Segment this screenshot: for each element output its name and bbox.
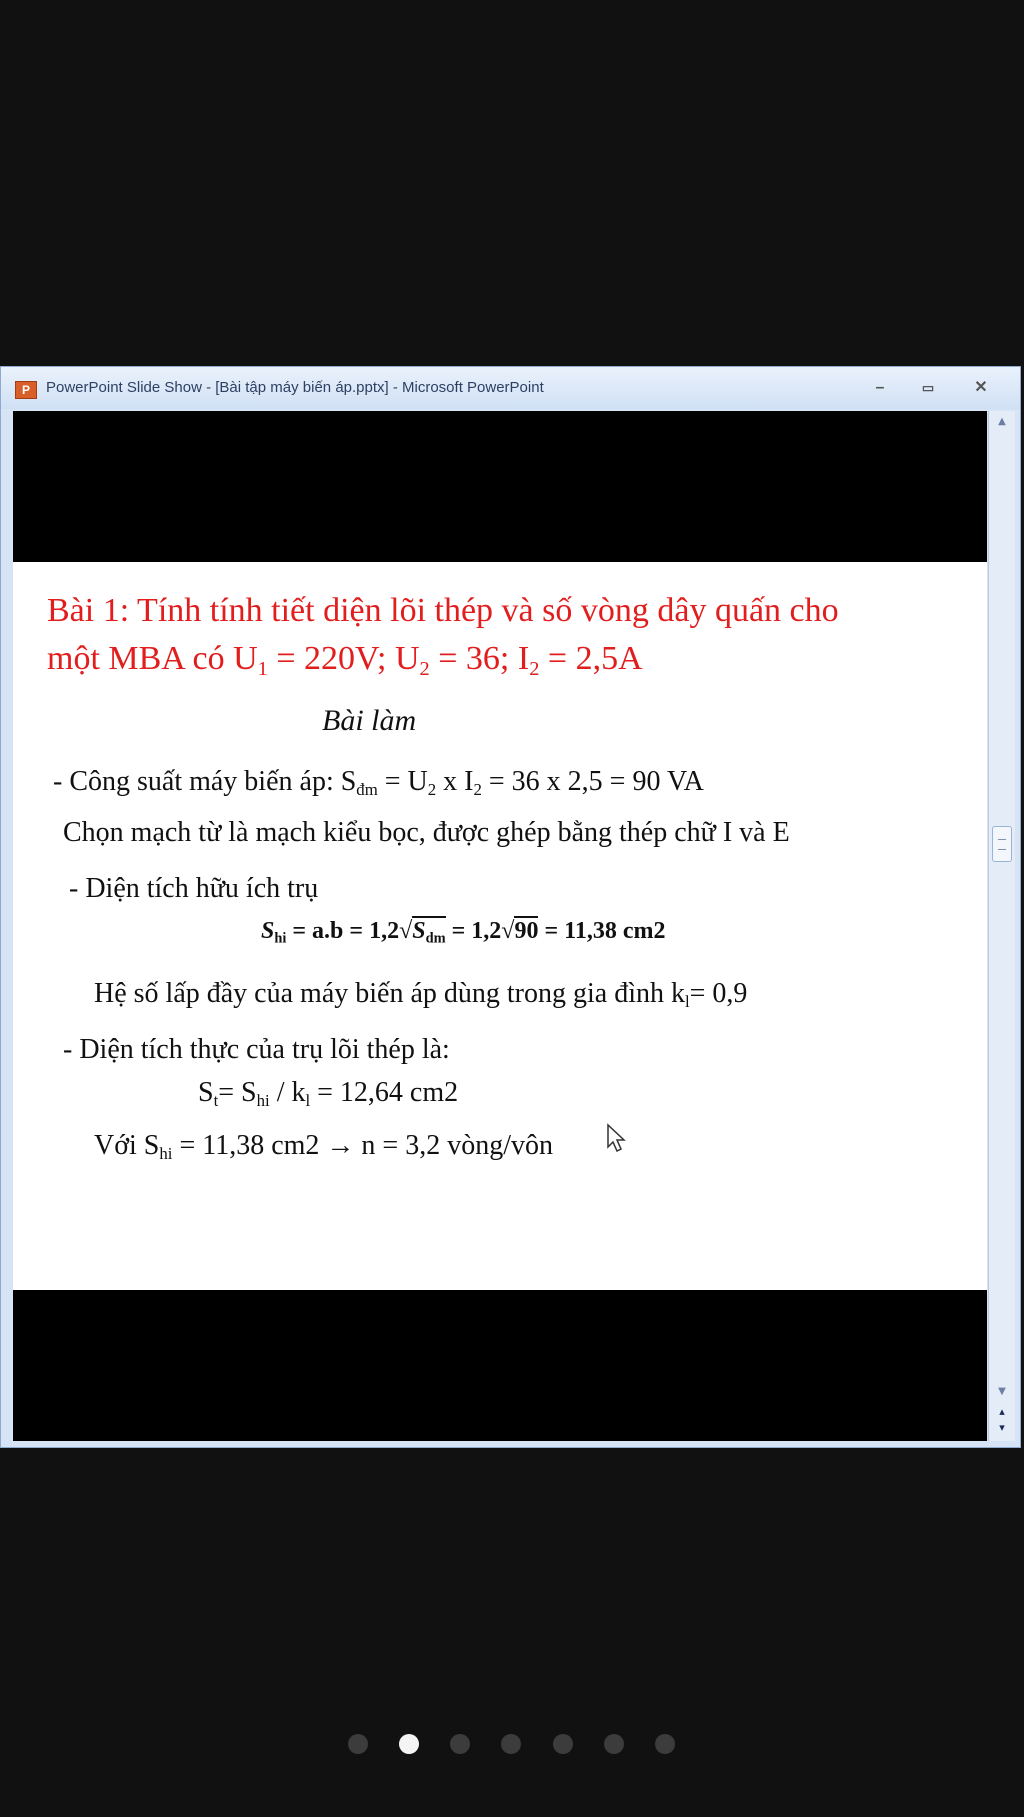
useful-area-line: - Diện tích hữu ích trụ xyxy=(69,873,319,904)
turns-per-volt-line: Với $S_{hi} = 11,38$ cm2 → n = 3,2 vòng/vôn xyxy=(94,1130,553,1164)
scroll-down-arrow-icon[interactable]: ▼ xyxy=(998,1386,1006,1397)
vertical-scrollbar[interactable] xyxy=(988,411,1015,1441)
maximize-button[interactable]: ▭ xyxy=(921,380,935,395)
window-title: PowerPoint Slide Show - [Bài tập máy biến áp.pptx] - Microsoft PowerPoint xyxy=(46,379,544,396)
area-formula: $S_{hi} = a.b = 1,2√S_{dm} = 1,2√90 = 11,38$ cm2 xyxy=(261,918,666,947)
slide-show-area[interactable] xyxy=(13,411,987,1441)
pager-dot[interactable] xyxy=(348,1734,368,1754)
slide-heading-line2: một MBA có $U_1 = 220V$; $U_2 = 36$; $I_2 = 2,5A$ xyxy=(47,640,643,681)
next-slide-icon[interactable]: ▾ xyxy=(999,1421,1005,1434)
slide-subtitle: Bài làm xyxy=(322,704,417,737)
sqrt-sign-icon: √ xyxy=(501,918,515,944)
slide-heading-line1: Bài 1: Tính tính tiết diện lõi thép và số vòng dây quấn cho xyxy=(47,592,839,629)
slide[interactable] xyxy=(13,562,987,1290)
circuit-line: Chọn mạch từ là mạch kiểu bọc, được ghép bằng thép chữ I và E xyxy=(63,817,790,848)
title-bar[interactable] xyxy=(1,367,1020,409)
pager-dot[interactable] xyxy=(501,1734,521,1754)
mouse-cursor-icon xyxy=(607,1124,629,1154)
pager-dot[interactable] xyxy=(450,1734,470,1754)
scroll-thumb[interactable] xyxy=(992,826,1012,862)
fill-factor-line: Hệ số lấp đầy của máy biến áp dùng trong gia đình $k_l= 0,9$ xyxy=(94,978,748,1012)
pager-dot[interactable] xyxy=(604,1734,624,1754)
powerpoint-window xyxy=(0,366,1021,1448)
real-area-formula: $S_t= S_{hi} / k_l = 12,64$ cm2 xyxy=(198,1077,459,1111)
close-button[interactable]: ✕ xyxy=(974,379,988,396)
previous-slide-icon[interactable]: ▴ xyxy=(999,1405,1005,1418)
pager-dot[interactable] xyxy=(655,1734,675,1754)
power-line: - Công suất máy biến áp: $S_{đm} = U_2$ x $I_2 = 36$ x 2,5 = 90 VA xyxy=(53,766,704,800)
sqrt-sign-icon: √ xyxy=(399,918,413,944)
pager-dot[interactable] xyxy=(553,1734,573,1754)
real-area-line: - Diện tích thực của trụ lõi thép là: xyxy=(63,1034,450,1065)
pager-dot-active[interactable] xyxy=(399,1734,419,1754)
powerpoint-app-icon: P xyxy=(15,381,37,399)
scroll-up-arrow-icon[interactable]: ▲ xyxy=(998,416,1006,427)
minimize-button[interactable]: – xyxy=(875,379,885,396)
